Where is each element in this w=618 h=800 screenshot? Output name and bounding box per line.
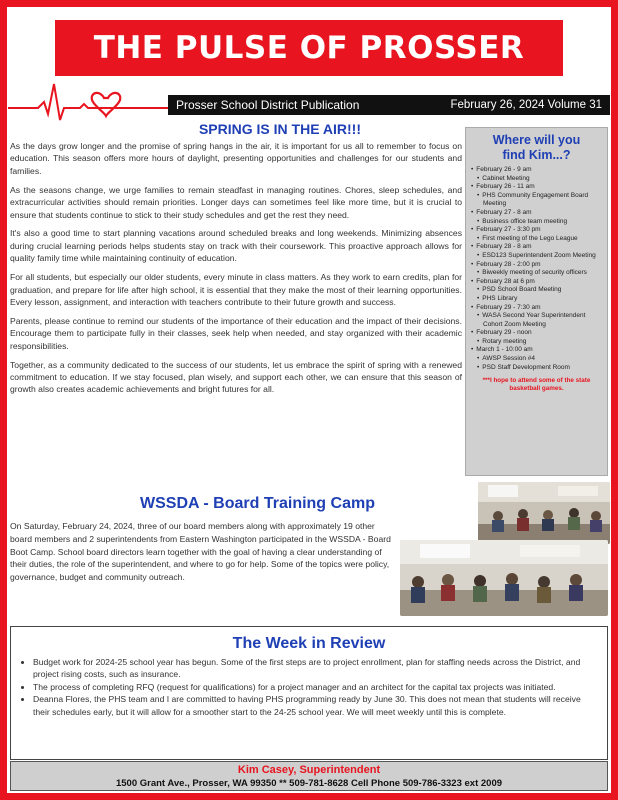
schedule-date: • February 29 - noon — [471, 329, 604, 338]
schedule-list — [466, 166, 607, 372]
wssda-article: On Saturday, February 24, 2024, three of our board members along with approximately 19 other board members and 2 superintendents from Eastern Washington participated in the WSSDA - Board Boot Camp. School board directors learn together with the goal of having a clear understanding of their duties, the role of the superintendent, and where to go for help. Some of the topics were policy, governance, budget and community outreach. — [10, 521, 391, 583]
heartbeat-line-icon — [8, 76, 168, 126]
paragraph: It's also a good time to start planning vacations around scheduled breaks and long weekends. Minimizing absences during crucial learning periods helps students stay on track with their coursework. This proactive approach allows for quality family time while maintaining continuity of education. — [10, 228, 462, 264]
paragraph: Parents, please continue to remind our students of the importance of their education and the impact of their decisions. Encourage them to participate fully in their classes, seek help when needed, and stay organized with their academic responsibilities. — [10, 315, 462, 351]
paragraph: For all students, but especially our older students, every minute in class matters. As they work to earn credits, plan for graduation, and prepare for life after high school, it is essential that they make the most of their learning opportunities. Every lesson, assignment, and interaction with teachers contribute to their future growth and success. — [10, 272, 462, 307]
sidebar-note: ***I hope to attend some of the state basketball games. — [482, 377, 591, 393]
board-training-photo-top — [478, 482, 610, 544]
list-item: • Budget work for 2024-25 school year has begun. Some of the first steps are to project enrollment, plan for staffing needs across the District, and project rising costs, such as insurance. — [33, 656, 597, 681]
schedule-event: • AWSP Session #4 — [471, 355, 604, 364]
schedule-event: • PSD Staff Development Room — [471, 364, 604, 373]
superintendent-name: Kim Casey, Superintendent — [237, 764, 381, 776]
paragraph: Together, as a community dedicated to the success of our students, let us embrace the spirit of spring with a renewed commitment to education. If we stay focused, plan wisely, and support each other, we can ensure that this season of growth also creates academic achievements and bright futures for all. — [10, 359, 462, 395]
schedule-event: • PSD School Board Meeting — [471, 286, 604, 295]
publication-bar — [168, 95, 610, 115]
contact-footer — [10, 761, 608, 791]
paragraph: As the days grow longer and the promise of spring hangs in the air, it is important for us all to remember to focus on education. This season offers more hours of daylight, presenting opportunities and challenges for our students and families. — [10, 141, 462, 176]
sidebar-title-line: Where will you — [492, 133, 581, 147]
contact-info: 1500 Grant Ave., Prosser, WA 99350 ** 509-781-8628 Cell Phone 509-786-3323 ext 2009 — [115, 778, 503, 789]
schedule-event: • Business office team meeting — [471, 218, 604, 227]
schedule-sidebar — [465, 127, 608, 476]
publication-name: Prosser School District Publication — [176, 98, 360, 112]
schedule-event: • First meeting of the Lego League — [471, 235, 604, 244]
masthead-title: THE PULSE OF PROSSER — [55, 20, 563, 76]
schedule-event: • WASA Second Year Superintendent Cohort Zoom Meeting — [471, 312, 604, 329]
board-training-photo-bottom — [400, 540, 608, 616]
week-heading: The Week in Review — [232, 635, 386, 652]
schedule-event: • Biweekly meeting of security officers — [471, 269, 604, 278]
spring-heading: SPRING IS IN THE AIR!!! — [198, 121, 362, 137]
schedule-event: • Rotary meeting — [471, 338, 604, 347]
schedule-event: • Cabinet Meeting — [471, 175, 604, 184]
list-item: • The process of completing RFQ (request for qualifications) for a project manager and an architect for the capital tax projects was initiated. — [33, 681, 597, 693]
schedule-date: • February 28 at 6 pm — [471, 278, 604, 287]
schedule-date: • February 27 - 3:30 pm — [471, 226, 604, 235]
schedule-date: • February 28 - 2:00 pm — [471, 261, 604, 270]
spring-article — [10, 140, 462, 402]
week-in-review — [10, 626, 608, 760]
schedule-date: • February 29 - 7:30 am — [471, 304, 604, 313]
week-list — [33, 656, 597, 718]
schedule-date: • February 26 - 9 am — [471, 166, 604, 175]
schedule-date: • February 26 - 11 am — [471, 183, 604, 192]
paragraph: As the seasons change, we urge families to remain steadfast in managing routines. Chores, sleep schedules, and extracurricular activities should remain priorities. Longer days can sometimes feel like more time, but it is crucial to ensure that students continue to stick to their study schedules and get the rest they need. — [10, 184, 462, 220]
sidebar-title — [466, 133, 607, 163]
schedule-event: • ESD123 Superintendent Zoom Meeting — [471, 252, 604, 261]
schedule-event: • PHS Community Engagement Board Meeting — [471, 192, 604, 209]
schedule-date: • February 28 - 8 am — [471, 243, 604, 252]
issue-date: February 26, 2024 Volume 31 — [450, 99, 602, 111]
schedule-event: • PHS Library — [471, 295, 604, 304]
schedule-date: • March 1 - 10:00 am — [471, 346, 604, 355]
list-item: • Deanna Flores, the PHS team and I are committed to having PHS programming ready by June 30. This does not mean that students will receive their schedules early, but it will allow for a smoother start to the 24-25 school year. We will meet weekly until this is complete. — [33, 693, 597, 718]
sidebar-title-line: find Kim...? — [502, 148, 571, 162]
wssda-heading: WSSDA - Board Training Camp — [140, 495, 375, 512]
schedule-date: • February 27 - 8 am — [471, 209, 604, 218]
